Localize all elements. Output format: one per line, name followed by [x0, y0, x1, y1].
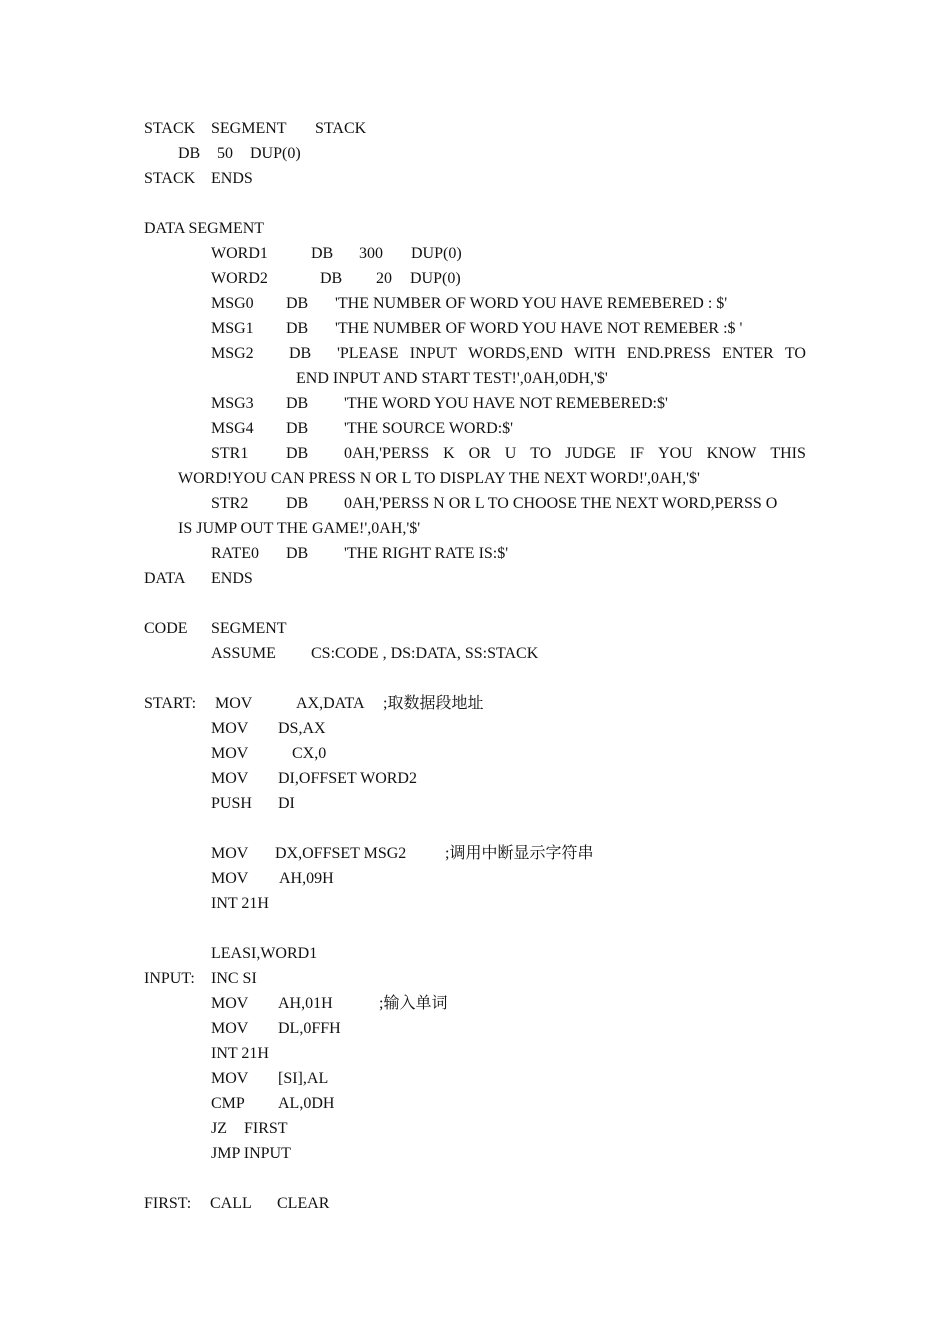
code-line	[178, 466, 778, 491]
code-operand: AH,09H	[279, 870, 334, 887]
code-word: TO	[530, 445, 552, 462]
code-line	[211, 1116, 411, 1141]
code-label: DATA SEGMENT	[144, 220, 265, 237]
code-string: WORD!YOU CAN PRESS N OR L TO DISPLAY THE NEXT WORD!',0AH,'$'	[178, 470, 700, 487]
code-directive: DB	[286, 295, 309, 312]
code-directive: DB	[286, 320, 309, 337]
code-word: U	[504, 445, 517, 462]
code-directive: DB	[178, 145, 201, 162]
code-line	[144, 566, 344, 591]
code-line	[211, 891, 411, 916]
code-operand: AX,DATA	[296, 695, 365, 712]
code-operand: CS:CODE , DS:DATA, SS:STACK	[311, 645, 539, 662]
code-operand: 300	[359, 245, 383, 262]
code-string: 'THE NUMBER OF WORD YOU HAVE NOT REMEBER :$ '	[335, 320, 743, 337]
code-string	[344, 441, 806, 466]
code-line	[178, 141, 378, 166]
code-directive: DB	[286, 545, 309, 562]
code-line	[296, 366, 696, 391]
code-word: JUDGE	[565, 445, 616, 462]
code-line	[211, 441, 811, 466]
code-word: WITH	[573, 345, 616, 362]
code-operand: [SI],AL	[278, 1070, 329, 1087]
code-instruction: JMP INPUT	[211, 1145, 291, 1162]
code-label: STR1	[211, 445, 249, 462]
code-line	[144, 691, 544, 716]
code-string: 'THE SOURCE WORD:$'	[344, 420, 514, 437]
code-string	[337, 341, 806, 366]
code-label: WORD1	[211, 245, 268, 262]
code-directive: DB	[286, 495, 309, 512]
code-word: ENTER	[722, 345, 774, 362]
code-word: K	[443, 445, 455, 462]
code-operand: DS,AX	[278, 720, 326, 737]
code-directive: SEGMENT	[211, 120, 287, 137]
code-instruction: MOV	[211, 745, 249, 762]
code-directive: DB	[289, 345, 312, 362]
code-instruction: LEASI,WORD1	[211, 945, 318, 962]
code-line	[211, 1041, 411, 1066]
code-instruction: CALL	[210, 1195, 252, 1212]
code-instruction: INC SI	[211, 970, 257, 987]
code-word: TO	[784, 345, 806, 362]
code-instruction: MOV	[211, 720, 249, 737]
code-line	[211, 241, 511, 266]
code-label: FIRST:	[144, 1195, 192, 1212]
code-operand: DL,0FFH	[278, 1020, 341, 1037]
code-label: MSG2	[211, 345, 254, 362]
code-comment: ;调用中断显示字符串	[445, 845, 594, 862]
code-line	[211, 1016, 411, 1041]
code-line	[211, 866, 411, 891]
code-label: STR2	[211, 495, 249, 512]
code-word: IF	[629, 445, 645, 462]
code-line	[144, 616, 344, 641]
code-line	[178, 516, 578, 541]
code-line	[211, 266, 511, 291]
code-operand: DI	[278, 795, 295, 812]
code-directive: ENDS	[211, 570, 253, 587]
code-string: END INPUT AND START TEST!',0AH,0DH,'$'	[296, 370, 608, 387]
code-label: CODE	[144, 620, 188, 637]
code-instruction: MOV	[211, 770, 249, 787]
code-instruction: MOV	[211, 995, 249, 1012]
code-line	[211, 541, 711, 566]
code-line	[211, 1066, 411, 1091]
code-line	[211, 416, 811, 441]
code-operand: 50	[217, 145, 233, 162]
code-word: END.PRESS	[626, 345, 711, 362]
code-line	[211, 991, 511, 1016]
code-line	[211, 391, 811, 416]
code-string: 0AH,'PERSS N OR L TO CHOOSE THE NEXT WORD,PERSS O	[344, 495, 778, 512]
code-directive: ENDS	[211, 170, 253, 187]
code-operand: AL,0DH	[278, 1095, 335, 1112]
code-operand: FIRST	[244, 1120, 288, 1137]
code-directive: SEGMENT	[211, 620, 287, 637]
code-operand: DUP(0)	[410, 270, 461, 287]
code-word: 'PLEASE	[337, 345, 399, 362]
code-label: RATE0	[211, 545, 259, 562]
code-label: MSG0	[211, 295, 254, 312]
code-comment: ;取数据段地址	[383, 695, 484, 712]
code-line	[211, 766, 511, 791]
code-line	[211, 716, 411, 741]
code-line	[211, 316, 811, 341]
code-word: WORDS,END	[468, 345, 563, 362]
code-line	[211, 291, 811, 316]
code-line	[144, 1191, 444, 1216]
code-string: 'THE NUMBER OF WORD YOU HAVE REMEBERED : $'	[335, 295, 728, 312]
code-label: STACK	[144, 170, 196, 187]
code-instruction: PUSH	[211, 795, 252, 812]
code-word: OR	[468, 445, 491, 462]
code-comment: ;输入单词	[379, 995, 448, 1012]
code-instruction: MOV	[211, 1020, 249, 1037]
code-label: INPUT:	[144, 970, 195, 987]
code-line	[211, 641, 611, 666]
code-word: THIS	[770, 445, 806, 462]
code-directive: DB	[311, 245, 334, 262]
code-line	[144, 216, 344, 241]
code-instruction: CMP	[211, 1095, 245, 1112]
code-operand: DX,OFFSET MSG2	[275, 845, 407, 862]
code-operand: CX,0	[292, 745, 327, 762]
code-word: KNOW	[706, 445, 757, 462]
code-line	[211, 841, 661, 866]
code-instruction: MOV	[211, 870, 249, 887]
code-line	[144, 966, 344, 991]
code-line	[144, 116, 444, 141]
code-operand: CLEAR	[277, 1195, 330, 1212]
code-label: MSG1	[211, 320, 254, 337]
code-operand: DUP(0)	[411, 245, 462, 262]
code-instruction: MOV	[215, 695, 253, 712]
code-label: WORD2	[211, 270, 268, 287]
code-label: STACK	[144, 120, 196, 137]
code-directive: DB	[286, 420, 309, 437]
code-line	[211, 1091, 411, 1116]
code-label: MSG3	[211, 395, 254, 412]
code-instruction: INT 21H	[211, 1045, 269, 1062]
code-directive: ASSUME	[211, 645, 276, 662]
code-label: START:	[144, 695, 197, 712]
code-directive: DB	[320, 270, 343, 287]
code-instruction: JZ	[211, 1120, 227, 1137]
code-operand: AH,01H	[278, 995, 333, 1012]
code-instruction: INT 21H	[211, 895, 269, 912]
code-operand: 20	[376, 270, 392, 287]
code-operand: DI,OFFSET WORD2	[278, 770, 417, 787]
code-line	[211, 741, 411, 766]
code-line	[211, 1141, 411, 1166]
code-line	[211, 491, 811, 516]
code-directive: DB	[286, 395, 309, 412]
code-word: INPUT	[409, 345, 457, 362]
code-word: YOU	[658, 445, 693, 462]
code-label: MSG4	[211, 420, 254, 437]
code-string: 'THE RIGHT RATE IS:$'	[344, 545, 509, 562]
code-label: DATA	[144, 570, 186, 587]
code-operand: STACK	[315, 120, 367, 137]
code-directive: DB	[286, 445, 309, 462]
code-line	[211, 341, 811, 366]
code-instruction: MOV	[211, 845, 249, 862]
code-line	[211, 791, 411, 816]
code-line	[144, 166, 344, 191]
code-word: 0AH,'PERSS	[344, 445, 430, 462]
code-instruction: MOV	[211, 1070, 249, 1087]
code-string: 'THE WORD YOU HAVE NOT REMEBERED:$'	[344, 395, 668, 412]
code-line	[211, 941, 411, 966]
code-string: IS JUMP OUT THE GAME!',0AH,'$'	[178, 520, 421, 537]
code-operand: DUP(0)	[250, 145, 301, 162]
